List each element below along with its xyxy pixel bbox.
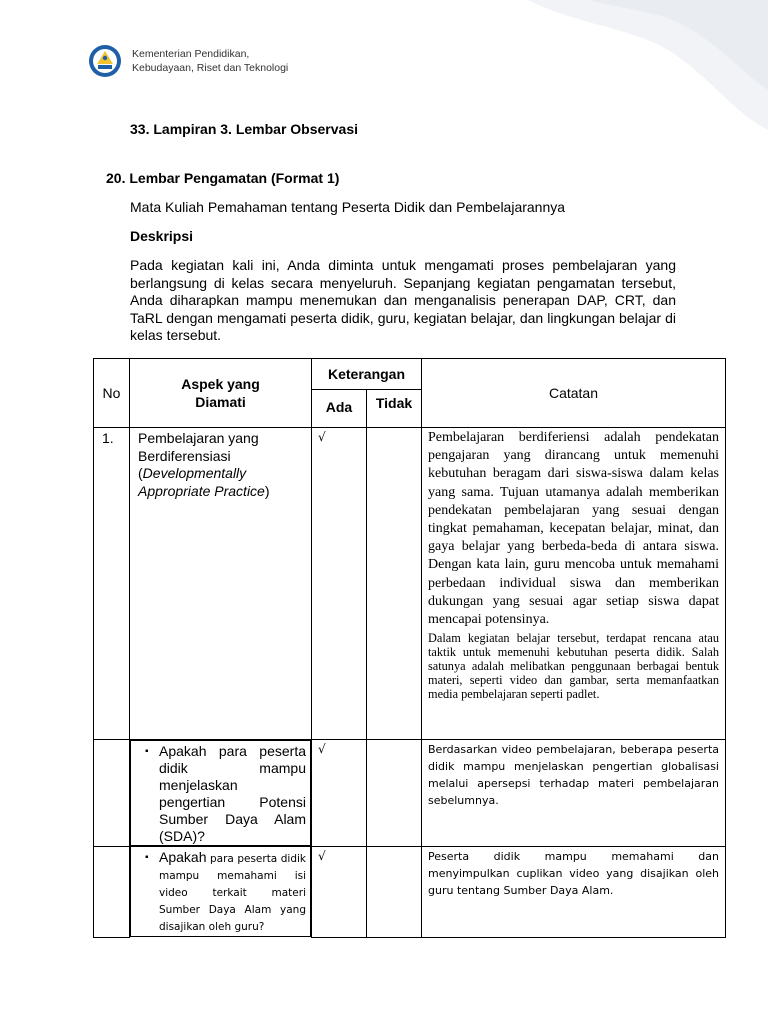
row-1-ada: √: [312, 428, 367, 740]
row-2-aspek: [130, 740, 311, 846]
heading-lampiran-text: Lampiran 3. Lembar Observasi: [153, 121, 358, 137]
observation-table: [93, 358, 726, 938]
row-3-tidak: [367, 846, 422, 937]
table-row: [94, 740, 726, 847]
header-ada-text: Ada: [325, 399, 353, 416]
row-1-aspek-main: Pembelajaran yang Berdiferensiasi (: [138, 430, 259, 481]
row-2-no: [94, 740, 130, 847]
header-tidak-text: Tidak: [375, 395, 413, 412]
row-1-aspek-close: ): [264, 482, 270, 499]
heading-lembar-pengamatan: [106, 170, 339, 186]
row-2-ada: √: [312, 740, 367, 847]
ministry-name: [132, 47, 288, 75]
row-2-tidak: [367, 740, 422, 847]
heading-pengamatan-text: Lembar Pengamatan (Format 1): [129, 170, 340, 186]
heading-lampiran: [130, 121, 358, 137]
table-row: [94, 846, 726, 937]
header-tidak: [367, 390, 422, 428]
header-catatan: Catatan: [422, 359, 726, 428]
course-title: Mata Kuliah Pemahaman tentang Peserta Didik dan Pembelajarannya: [130, 199, 566, 215]
row-3-question: [159, 849, 306, 936]
description-heading: Deskripsi: [130, 228, 194, 244]
row-2-catatan: Berdasarkan video pembelajaran, beberapa peserta didik mampu menjelaskan pengertian globalisasi melalui apersepsi terhadap materi pembelajaran sebelumnya.: [422, 740, 726, 847]
ministry-name-line2: Kebudayaan, Riset dan Teknologi: [132, 62, 289, 74]
row-3-question-first: Apakah: [159, 849, 207, 865]
row-3-catatan: Peserta didik mampu memahami dan menyimpulkan cuplikan video yang disajikan oleh guru tentang Sumber Daya Alam.: [422, 846, 726, 937]
row-3-question-rest: para peserta didik mampu memahami isi video terkait materi Sumber Daya Alam yang disajikan oleh guru?: [159, 853, 306, 933]
decorative-background-shape: [528, 0, 768, 130]
tut-wuri-handayani-logo: [88, 44, 122, 78]
row-1-no: 1.: [94, 428, 130, 740]
ministry-name-line1: Kementerian Pendidikan,: [132, 48, 250, 60]
heading-lampiran-number: 33.: [130, 121, 150, 137]
table-row: [94, 428, 726, 740]
bullet-icon: ▪: [145, 746, 149, 757]
header-ada: [312, 390, 367, 428]
row-3-no: [94, 846, 130, 937]
header-aspek-text: Aspek yang Diamati: [181, 376, 260, 410]
heading-pengamatan-number: 20.: [106, 170, 126, 186]
row-2-question: Apakah para peserta didik mampu menjelaskan pengertian Potensi Sumber Daya Alam (SDA)?: [159, 743, 306, 844]
row-1-tidak: [367, 428, 422, 740]
header-keterangan: Keterangan: [312, 359, 422, 390]
row-1-catatan-extra: Dalam kegiatan belajar tersebut, terdapat rencana atau taktik untuk memenuhi kebutuhan peserta didik. Salah satunya adalah melibatkan penggunaan berbagai bentuk materi, seperti video dan gambar, serta memanfaatkan media pembelajaran seperti padlet.: [428, 631, 719, 702]
row-1-aspek-italic: Developmentally Appropriate Practice: [138, 465, 265, 499]
header-no: No: [94, 359, 130, 428]
row-1-aspek: [130, 428, 312, 740]
row-1-catatan: [422, 428, 726, 740]
row-3-aspek: [130, 846, 311, 937]
table-header-row: [94, 359, 726, 390]
header-aspek: [130, 359, 312, 428]
row-1-catatan-main: Pembelajaran berdiferiensi adalah pendekatan pengajaran yang dirancang untuk memenuhi kebutuhan beragam dari siswa-siswa dalam kelas yang sama. Tujuan utamanya adalah memberikan pendekatan pembelajaran yang sesuai dengan tingkat pemahaman, kecepatan belajar, minat, dan gaya belajar yang berbeda-beda di antara siswa. Dengan kata lain, guru mencoba untuk memahami perbedaan individual siswa dan memberikan dukungan yang sesuai agar setiap siswa dapat mencapai potensinya.: [428, 430, 719, 628]
description-body: Pada kegiatan kali ini, Anda diminta untuk mengamati proses pembelajaran yang berlangsung di kelas secara menyeluruh. Sepanjang kegiatan pengamatan tersebut, Anda diharapkan mampu menemukan dan menganalisis penerapan DAP, CRT, dan TaRL dengan mengamati peserta didik, guru, kegiatan belajar, dan lingkungan belajar di kelas tersebut.: [130, 257, 676, 343]
bullet-icon: ▪: [145, 852, 149, 863]
row-3-ada: √: [312, 846, 367, 937]
